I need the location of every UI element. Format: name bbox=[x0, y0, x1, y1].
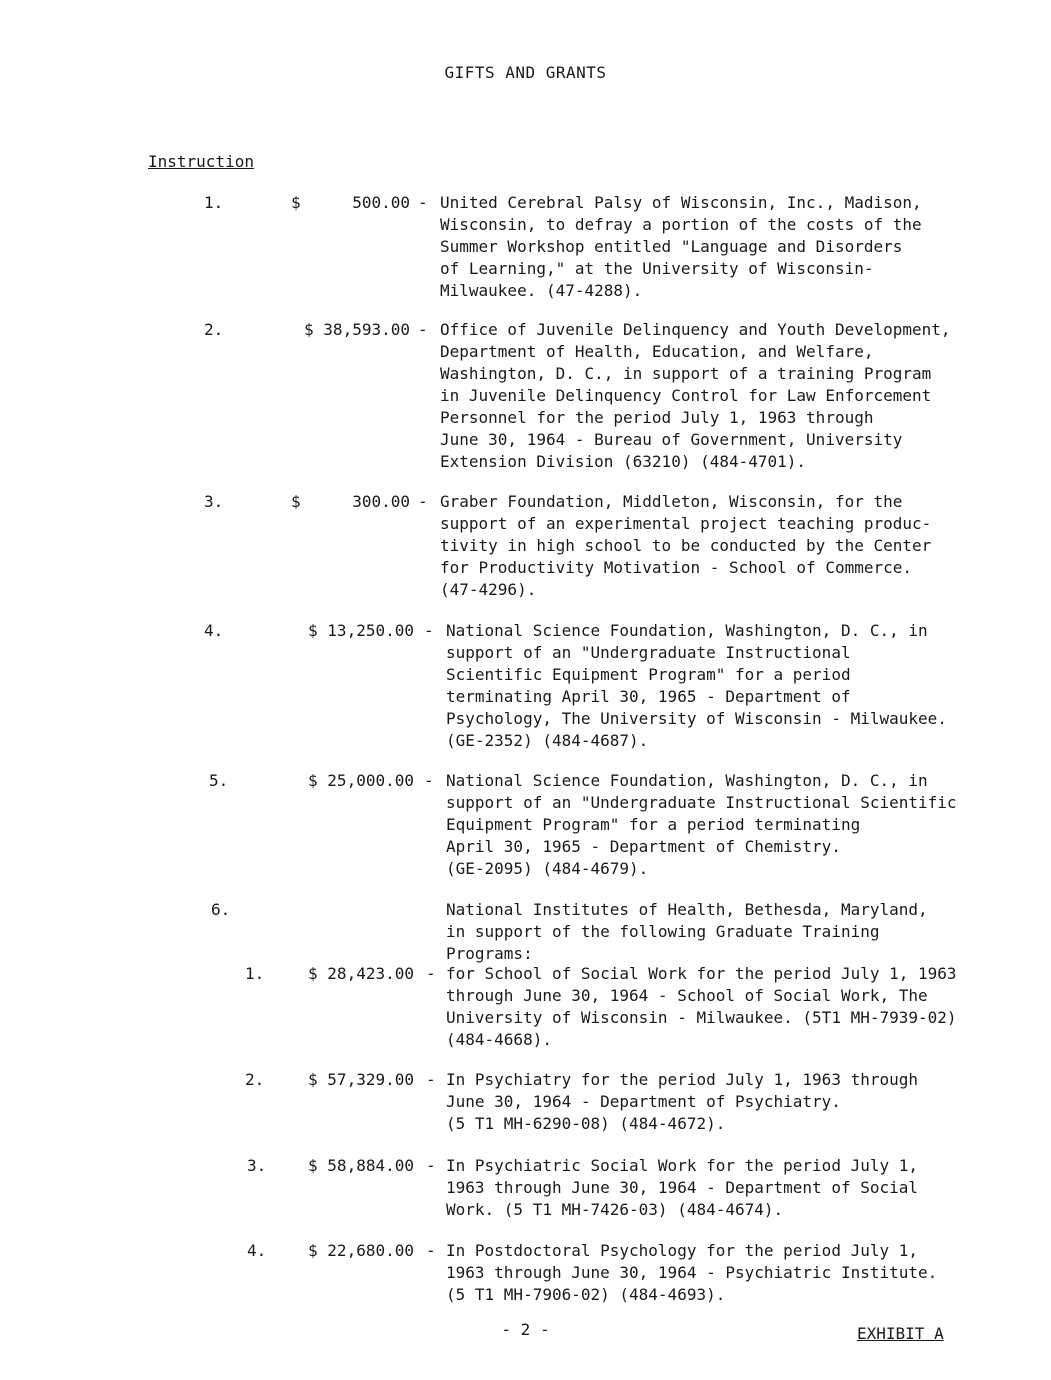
separator-dash: - bbox=[418, 492, 428, 511]
separator-dash: - bbox=[426, 1241, 436, 1260]
grant-description: In Psychiatry for the period July 1, 1963 through June 30, 1964 - Department of Psychiatry. (5 T1 MH-6290-08) (484-4672). bbox=[446, 1070, 919, 1133]
grant-description: Office of Juvenile Delinquency and Youth Development, Department of Health, Education, and Welfare, Washington, D. C., in support of a training Program in Juvenile Delinquency Control for Law Enforcement Personnel for the period July 1, 1963 through June 30, 1964 - Bureau of Government, University Extension Division (63210) (484-4701). bbox=[440, 320, 951, 471]
separator-dash: - bbox=[424, 771, 434, 790]
sub-entry-number: 4. bbox=[247, 1241, 267, 1260]
exhibit-label: EXHIBIT A bbox=[857, 1324, 944, 1343]
grant-description: National Institutes of Health, Bethesda, Maryland, in support of the following Graduate Training Programs: bbox=[446, 900, 928, 963]
grant-amount: $ 22,680.00 bbox=[308, 1241, 414, 1260]
grant-description: In Postdoctoral Psychology for the period July 1, 1963 through June 30, 1964 - Psychiatric Institute. (5 T1 MH-7906-02) (484-4693). bbox=[446, 1241, 938, 1304]
grant-amount: $ 28,423.00 bbox=[308, 964, 414, 983]
section-heading: Instruction bbox=[148, 152, 254, 171]
grant-amount: $ 57,329.00 bbox=[308, 1070, 414, 1089]
separator-dash: - bbox=[418, 320, 428, 339]
sub-entry-number: 1. bbox=[245, 964, 265, 983]
separator-dash: - bbox=[426, 964, 436, 983]
entry-number: 6. bbox=[211, 900, 231, 919]
entry-number: 4. bbox=[204, 621, 224, 640]
grant-amount: 300.00 bbox=[352, 492, 410, 511]
grant-description: National Science Foundation, Washington, D. C., in support of an "Undergraduate Instructional Scientific Equipment Program" for a period terminating April 30, 1965 - Department of Chemistry. (GE-2095) (484-4679). bbox=[446, 771, 957, 878]
grant-description: In Psychiatric Social Work for the period July 1, 1963 through June 30, 1964 - Department of Social Work. (5 T1 MH-7426-03) (484-4674). bbox=[446, 1156, 919, 1219]
dollar-sign: $ bbox=[291, 492, 301, 511]
grant-amount: $ 13,250.00 bbox=[308, 621, 414, 640]
dollar-sign: $ bbox=[291, 193, 301, 212]
grant-amount: $ 58,884.00 bbox=[308, 1156, 414, 1175]
sub-entry-number: 2. bbox=[245, 1070, 265, 1089]
entry-number: 2. bbox=[204, 320, 224, 339]
page-number: - 2 - bbox=[501, 1320, 550, 1339]
grant-description: for School of Social Work for the period July 1, 1963 through June 30, 1964 - School of Social Work, The University of Wisconsin - Milwaukee. (5T1 MH-7939-02) (484-4668). bbox=[446, 964, 957, 1049]
entry-number: 1. bbox=[204, 193, 224, 212]
entry-number: 3. bbox=[204, 492, 224, 511]
grant-amount: $ 38,593.00 bbox=[304, 320, 410, 339]
separator-dash: - bbox=[424, 621, 434, 640]
separator-dash: - bbox=[426, 1070, 436, 1089]
grant-amount: $ 25,000.00 bbox=[308, 771, 414, 790]
page-title: GIFTS AND GRANTS bbox=[444, 63, 607, 82]
grant-amount: 500.00 bbox=[352, 193, 410, 212]
grant-description: United Cerebral Palsy of Wisconsin, Inc., Madison, Wisconsin, to defray a portion of the costs of the Summer Workshop entitled "Language and Disorders of Learning," at the University of Wisconsin- Milwaukee. (47-4288). bbox=[440, 193, 922, 300]
separator-dash: - bbox=[426, 1156, 436, 1175]
separator-dash: - bbox=[418, 193, 428, 212]
sub-entry-number: 3. bbox=[247, 1156, 267, 1175]
entry-number: 5. bbox=[209, 771, 229, 790]
grant-description: National Science Foundation, Washington, D. C., in support of an "Undergraduate Instructional Scientific Equipment Program" for a period terminating April 30, 1965 - Department of Psychology, The University of Wisconsin - Milwaukee. (GE-2352) (484-4687). bbox=[446, 621, 947, 750]
grant-description: Graber Foundation, Middleton, Wisconsin, for the support of an experimental project teaching produc- tivity in high school to be conducted by the Center for Productivity Motivation - School of Commerce. (47-4296). bbox=[440, 492, 932, 599]
